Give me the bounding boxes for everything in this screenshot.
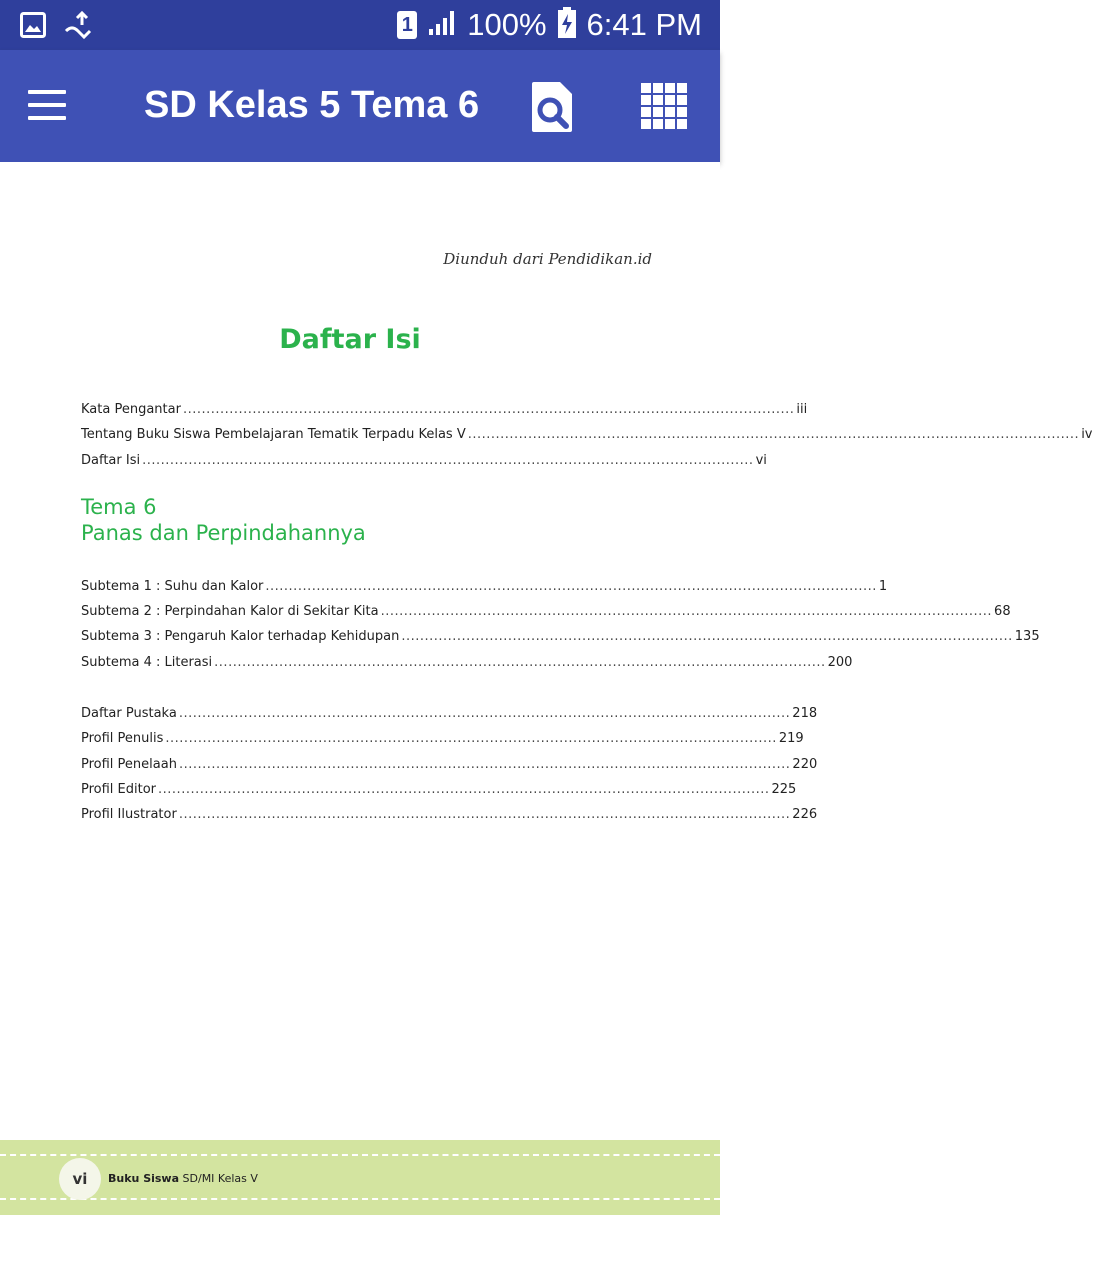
toc-entry-label: Profil Penulis <box>81 731 164 746</box>
toc-entry-page: 225 <box>771 782 797 797</box>
footer-book-bold: Buku Siswa <box>108 1172 180 1185</box>
leader-dots: .................................................................................................................................... <box>214 655 826 670</box>
toc-entry-page: iv <box>1081 427 1093 442</box>
apps-grid-icon[interactable] <box>641 83 687 129</box>
toc-entry-profil-ilustrator[interactable] <box>81 807 818 822</box>
clock: 6:41 PM <box>586 7 702 42</box>
toc-entry-page: 1 <box>878 579 888 594</box>
battery-percent: 100% <box>467 7 547 42</box>
leader-dots: .................................................................................................................................... <box>178 706 791 721</box>
toc-entry-subtema-4[interactable] <box>81 655 853 670</box>
document-page[interactable] <box>0 162 1093 1280</box>
toc-entry-daftar-pustaka[interactable] <box>81 706 818 721</box>
battery-charging-icon <box>557 7 577 43</box>
theme-title: Panas dan Perpindahannya <box>81 521 366 545</box>
menu-icon[interactable] <box>28 90 68 122</box>
page-footer <box>0 1140 720 1215</box>
search-document-icon[interactable] <box>528 80 576 134</box>
toc-entry-page: iii <box>796 402 808 417</box>
leader-dots: .................................................................................................................................... <box>178 807 791 822</box>
toc-entry-page: 218 <box>792 706 818 721</box>
status-bar <box>0 0 720 50</box>
app-bar <box>0 50 720 162</box>
footer-book-label <box>108 1172 258 1185</box>
toc-entry-label: Subtema 2 : Perpindahan Kalor di Sekitar Kita <box>81 604 379 619</box>
footer-divider <box>0 1154 720 1156</box>
leader-dots: .................................................................................................................................... <box>142 453 754 468</box>
toc-entry-page: vi <box>755 453 767 468</box>
toc-entry-profil-editor[interactable] <box>81 782 797 797</box>
leader-dots: .................................................................................................................................... <box>380 604 993 619</box>
toc-entry-subtema-2[interactable] <box>81 604 1011 619</box>
page-number-badge: vi <box>59 1158 101 1200</box>
toc-entry-subtema-1[interactable] <box>81 579 888 594</box>
toc-entry-label: Subtema 1 : Suhu dan Kalor <box>81 579 264 594</box>
toc-entry-label: Daftar Pustaka <box>81 706 177 721</box>
leader-dots: .................................................................................................................................... <box>265 579 877 594</box>
toc-entry-label: Profil Penelaah <box>81 757 177 772</box>
leader-dots: .................................................................................................................................... <box>467 427 1080 442</box>
toc-entry-label: Tentang Buku Siswa Pembelajaran Tematik Terpadu Kelas V <box>81 427 466 442</box>
toc-heading: Daftar Isi <box>279 324 421 355</box>
download-note: Diunduh dari Pendidikan.id <box>443 250 652 268</box>
toc-entry-subtema-3[interactable] <box>81 629 1040 644</box>
toc-entry-profil-penelaah[interactable] <box>81 757 818 772</box>
gallery-icon <box>20 12 46 42</box>
sim-icon: 1 <box>397 11 417 39</box>
footer-divider <box>0 1198 720 1200</box>
toc-entry-label: Daftar Isi <box>81 453 141 468</box>
toc-entry-label: Profil Editor <box>81 782 157 797</box>
toc-entry-page: 68 <box>994 604 1011 619</box>
toc-entry-page: 200 <box>827 655 853 670</box>
toc-entry-label: Kata Pengantar <box>81 402 181 417</box>
leader-dots: .................................................................................................................................... <box>178 757 791 772</box>
leader-dots: .................................................................................................................................... <box>158 782 770 797</box>
toc-entry-page: 226 <box>792 807 818 822</box>
theme-number: Tema 6 <box>81 495 157 519</box>
toc-entry-label: Subtema 4 : Literasi <box>81 655 213 670</box>
toc-entry-page: 220 <box>792 757 818 772</box>
toc-entry-profil-penulis[interactable] <box>81 731 804 746</box>
toc-entry-label: Subtema 3 : Pengaruh Kalor terhadap Kehidupan <box>81 629 400 644</box>
leader-dots: .................................................................................................................................... <box>401 629 1013 644</box>
toc-entry-label: Profil Ilustrator <box>81 807 177 822</box>
leader-dots: .................................................................................................................................... <box>165 731 777 746</box>
toc-entry-page: 219 <box>778 731 804 746</box>
leader-dots: .................................................................................................................................... <box>182 402 795 417</box>
signal-icon <box>427 9 457 41</box>
toc-entry-tentang-buku[interactable] <box>81 427 1093 442</box>
toc-entry-daftar-isi[interactable] <box>81 453 767 468</box>
toc-entry-kata-pengantar[interactable] <box>81 402 808 417</box>
app-title: SD Kelas 5 Tema 6 <box>144 84 480 126</box>
download-icon <box>64 11 96 43</box>
footer-book-rest: SD/MI Kelas V <box>182 1172 258 1185</box>
toc-entry-page: 135 <box>1014 629 1040 644</box>
